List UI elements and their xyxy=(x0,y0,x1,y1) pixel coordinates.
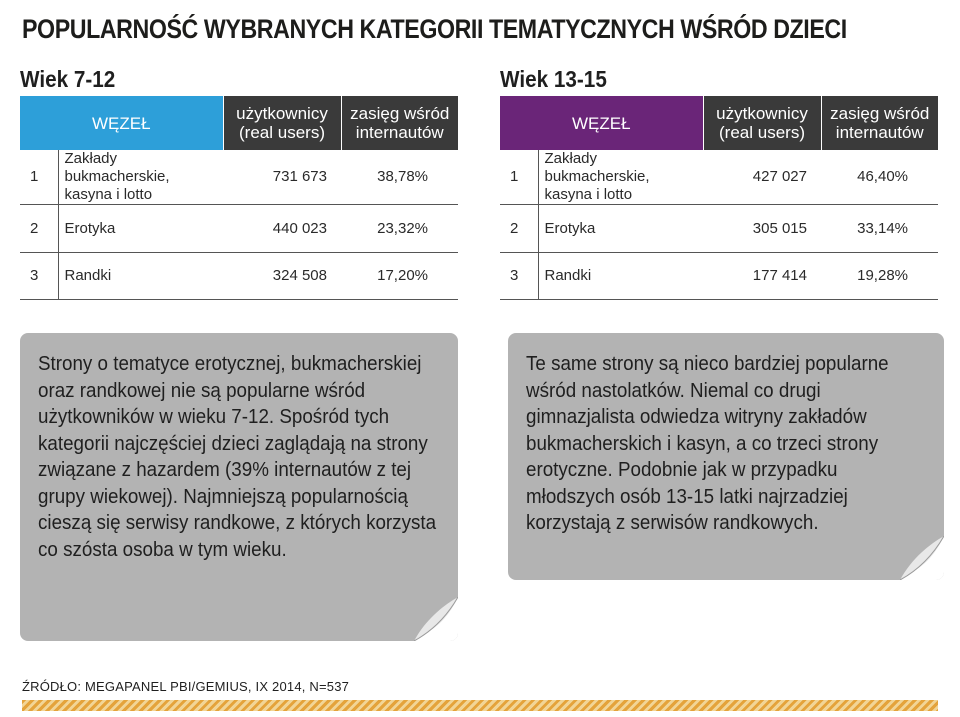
header-reach-line2: internautów xyxy=(835,123,924,142)
table-header-row xyxy=(20,96,458,150)
panel-title-age-13-15: Wiek 13-15 xyxy=(500,66,607,92)
header-users-line2: (real users) xyxy=(239,123,325,142)
row-reach: 33,14% xyxy=(821,205,938,253)
note-text-age-7-12: Strony o tematyce erotycznej, bukmacherskiej oraz randkowej nie są popularne wśród użytkowników w wieku 7-12. Spośród tych kategorii najczęściej dzieci zaglądają na strony związane z hazardem (39% internautów z tej grupy wiekowej). Najmniejszą popularnością cieszą się serwisy randkowe, z których korzysta co szósta osoba w tym wieku. xyxy=(38,353,437,561)
row-category xyxy=(538,150,703,205)
table-row xyxy=(20,150,458,205)
row-category-line1: Zakłady bukmacherskie, xyxy=(64,150,170,185)
note-text-age-13-15: Te same strony są nieco bardziej popularne wśród nastolatków. Niemal co drugi gimnazjalista odwiedza witryny zakładów bukmacherskich i kasyn, a co trzeci strony erotyczne. Podobnie jak w przypadku młodszych osób 13-15 latki najrzadziej korzystają z serwisów randkowych. xyxy=(526,353,889,534)
row-reach: 23,32% xyxy=(341,205,458,253)
row-category: Erotyka xyxy=(58,205,223,253)
table-row xyxy=(20,205,458,253)
table-row xyxy=(500,205,938,253)
note-box-age-13-15 xyxy=(508,333,944,580)
row-number: 3 xyxy=(500,253,538,300)
decorative-stripe xyxy=(22,700,938,711)
header-users xyxy=(703,96,821,150)
page-title: POPULARNOŚĆ WYBRANYCH KATEGORII TEMATYCZNYCH WŚRÓD DZIECI xyxy=(22,14,847,44)
header-reach xyxy=(341,96,458,150)
header-node xyxy=(20,96,223,150)
row-number: 2 xyxy=(500,205,538,253)
row-category: Randki xyxy=(58,253,223,300)
header-node-label: WĘZEŁ xyxy=(91,113,151,133)
row-users: 731 673 xyxy=(223,150,341,205)
row-number: 3 xyxy=(20,253,58,300)
row-number: 1 xyxy=(20,150,58,205)
row-category: Randki xyxy=(538,253,703,300)
table-age-13-15 xyxy=(500,96,938,300)
header-reach-line1: zasięg wśród xyxy=(350,104,450,123)
panel-age-7-12 xyxy=(20,62,458,300)
table-header-row xyxy=(500,96,938,150)
row-reach: 38,78% xyxy=(341,150,458,205)
row-number: 1 xyxy=(500,150,538,205)
row-users: 177 414 xyxy=(703,253,821,300)
row-users: 427 027 xyxy=(703,150,821,205)
table-age-7-12 xyxy=(20,96,458,300)
table-row xyxy=(500,253,938,300)
header-users-line1: użytkownicy xyxy=(716,104,808,123)
panel-title-age-7-12: Wiek 7-12 xyxy=(20,66,116,92)
table-row xyxy=(20,253,458,300)
table-row xyxy=(500,150,938,205)
panel-age-13-15 xyxy=(500,62,938,300)
row-category-line2: kasyna i lotto xyxy=(544,186,633,203)
header-node xyxy=(500,96,703,150)
header-users-line1: użytkownicy xyxy=(236,104,328,123)
header-users-line2: (real users) xyxy=(719,123,805,142)
row-category-line1: Zakłady bukmacherskie, xyxy=(544,150,650,185)
header-reach xyxy=(821,96,938,150)
header-reach-line2: internautów xyxy=(355,123,444,142)
header-node-label: WĘZEŁ xyxy=(571,113,631,133)
row-reach: 17,20% xyxy=(341,253,458,300)
note-box-age-7-12 xyxy=(20,333,458,641)
row-users: 305 015 xyxy=(703,205,821,253)
header-reach-line1: zasięg wśród xyxy=(830,104,930,123)
row-users: 440 023 xyxy=(223,205,341,253)
header-users xyxy=(223,96,341,150)
row-category xyxy=(58,150,223,205)
source-note: ŹRÓDŁO: MEGAPANEL PBI/GEMIUS, IX 2014, N=537 xyxy=(22,679,350,694)
row-reach: 19,28% xyxy=(821,253,938,300)
row-number: 2 xyxy=(20,205,58,253)
page-curl-icon xyxy=(900,536,944,580)
row-users: 324 508 xyxy=(223,253,341,300)
row-reach: 46,40% xyxy=(821,150,938,205)
row-category-line2: kasyna i lotto xyxy=(64,186,153,203)
row-category: Erotyka xyxy=(538,205,703,253)
page-curl-icon xyxy=(414,597,458,641)
